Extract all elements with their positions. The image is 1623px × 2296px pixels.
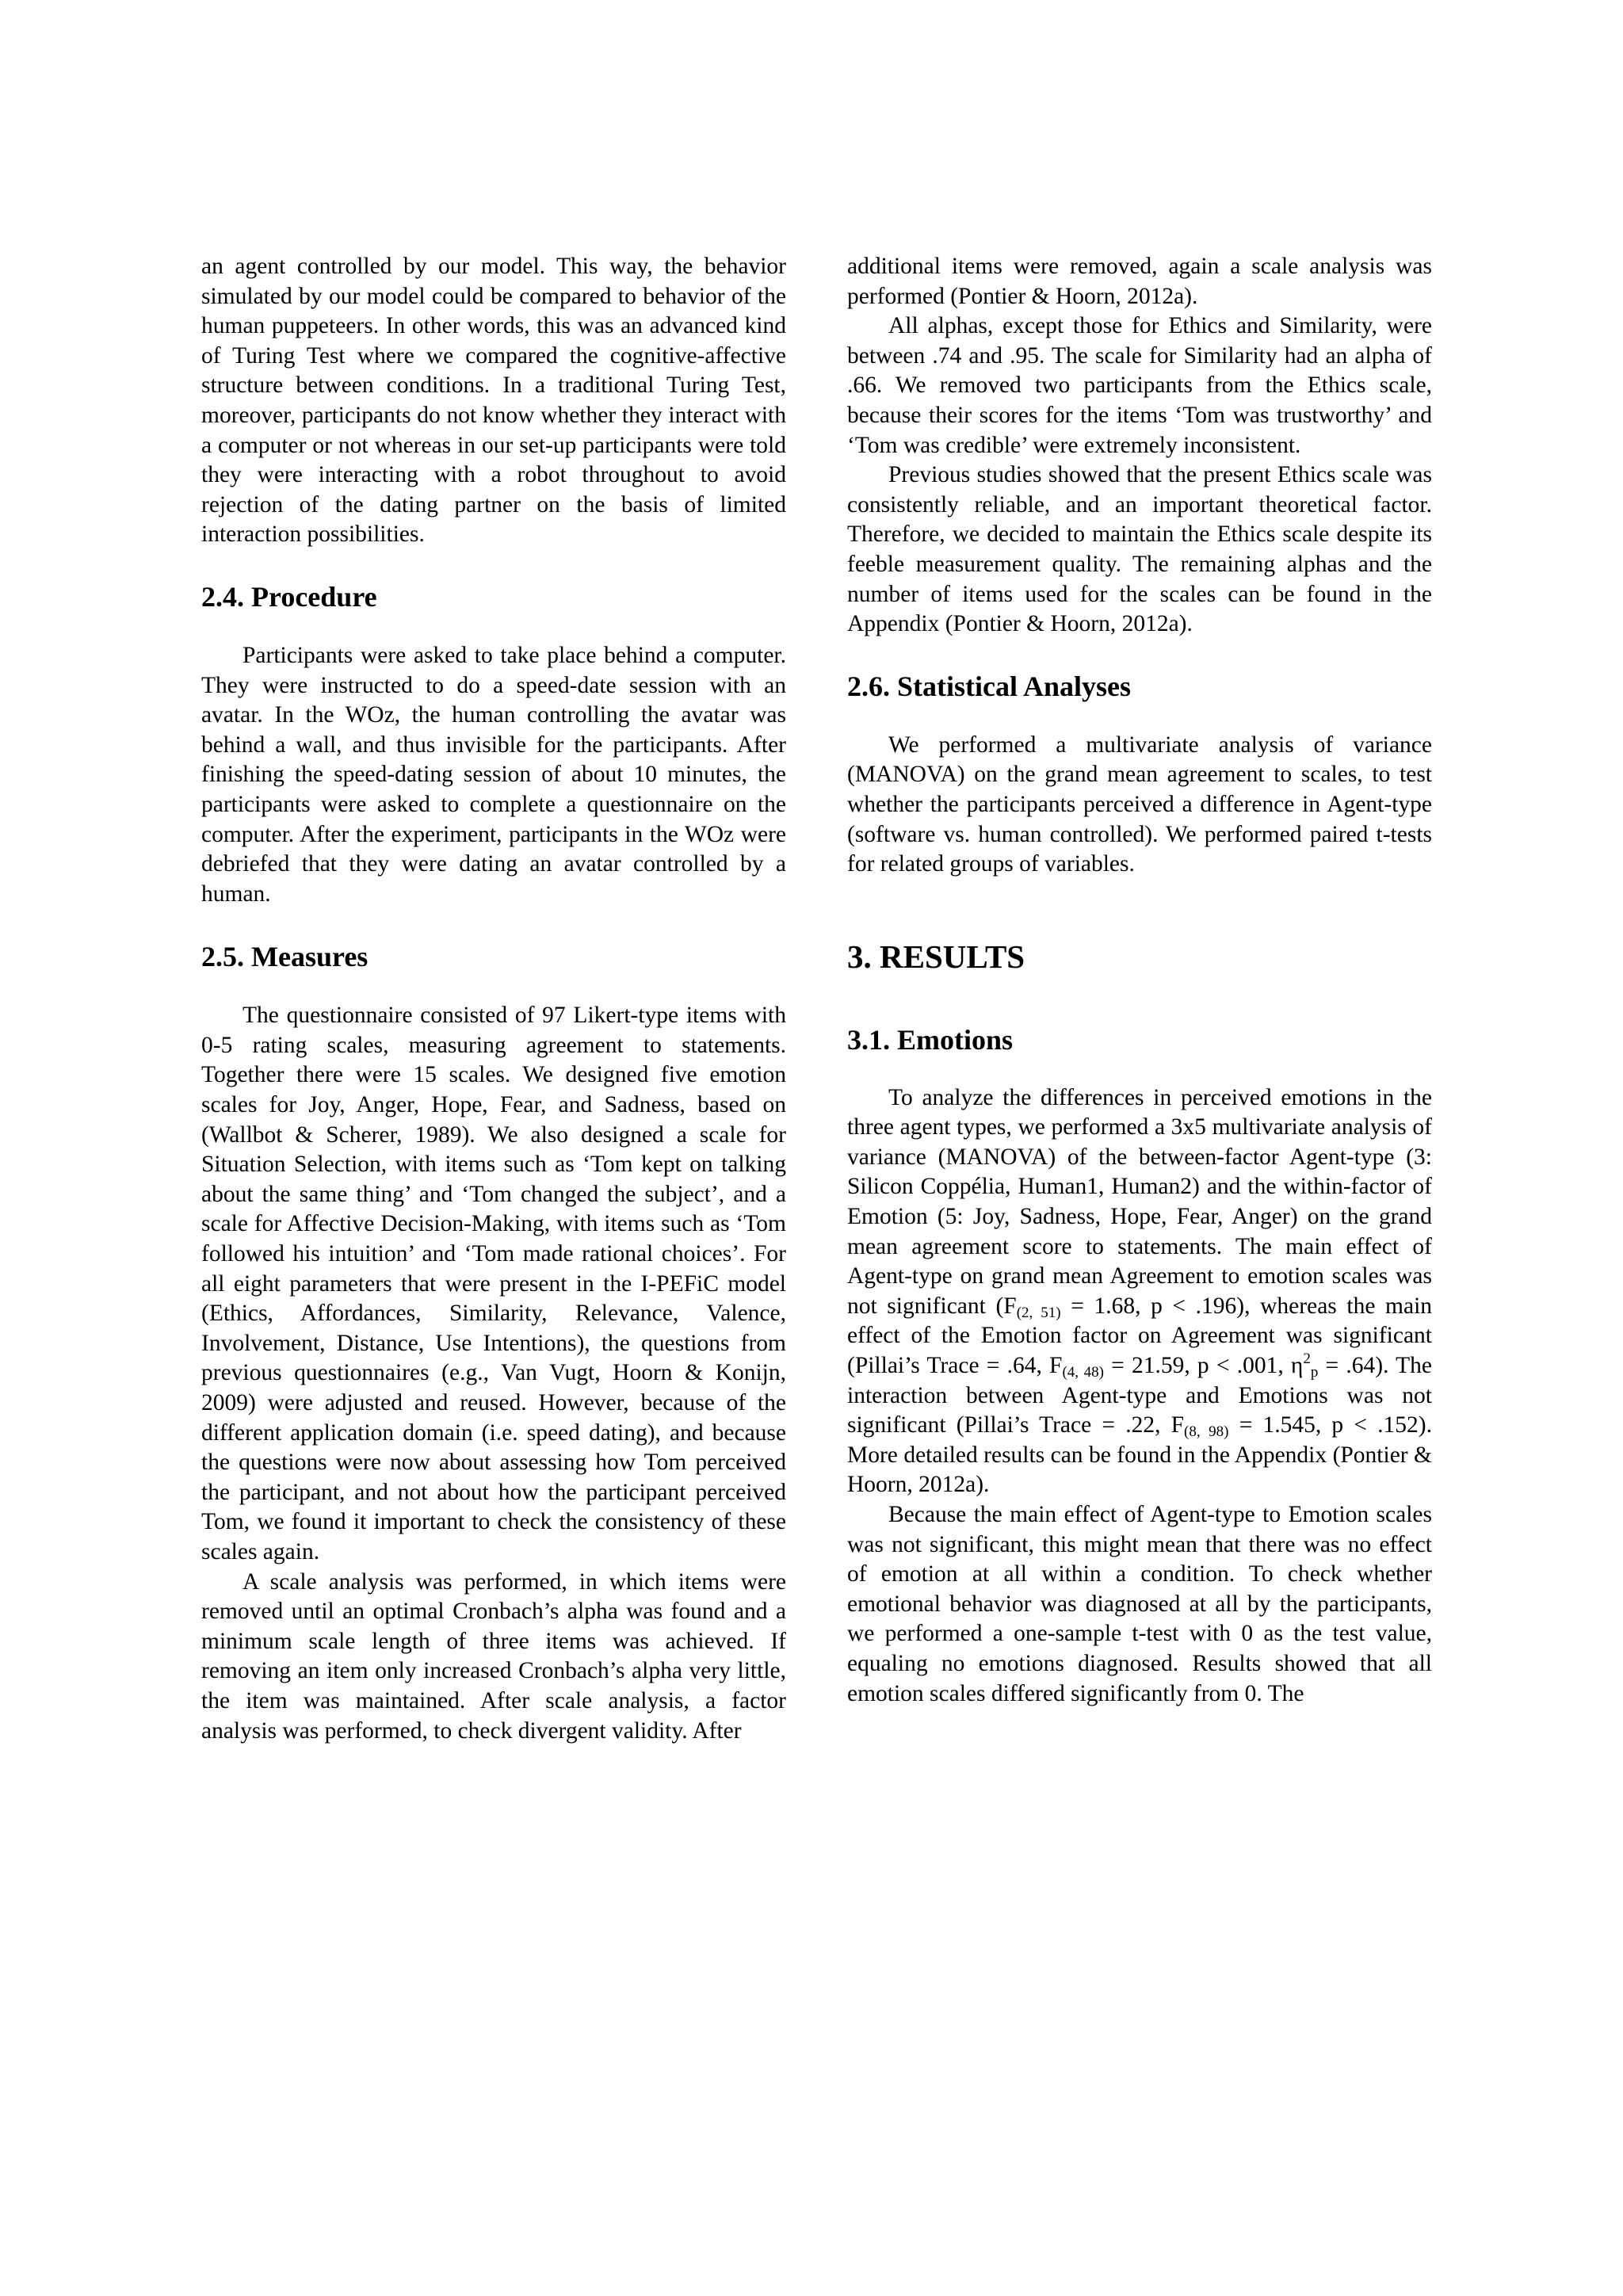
emotions-text-a: To analyze the differences in perceived emotions in the three agent types, we performed a 3x5 multivariate analysis of variance (MANOVA) of the between-factor Agent-type (3: Silicon Coppélia, Human1, Human2) and the within-factor of Emotion (5: Joy, Sadness, Hope, Fear, Anger) on the grand mean agreement score to statements. The main effect of Agent-type on grand mean Agreement to emotion scales was not significant (F: [847, 1084, 1432, 1319]
left-column: [201, 252, 786, 1746]
emotions-text-e: = 1.545, p < .152). More detailed results can be found in the Appendix (Pontier & Hoorn, 2012a).: [847, 1412, 1432, 1498]
paragraph-emotions: [847, 1083, 1432, 1500]
df-subscript-1: (2, 51): [1016, 1304, 1061, 1321]
paragraph-alphas: All alphas, except those for Ethics and Similarity, were between .74 and .95. The scale for Similarity had an alpha of .66. We removed two participants from the Ethics scale, because their scores for the items ‘Tom was trustworthy’ and ‘Tom was credible’ were extremely inconsistent.: [847, 313, 1432, 458]
paragraph-procedure: Participants were asked to take place behind a computer. They were instructed to do a speed-date session with an avatar. In the WOz, the human controlling the avatar was behind a wall, and thus invisible for the participants. After finishing the speed-dating session of about 10 minutes, the participants were asked to complete a questionnaire on the computer. After the experiment, participants in the WOz were debriefed that they were dating an avatar controlled by a human.: [201, 642, 786, 907]
paragraph-previous-studies: Previous studies showed that the present Ethics scale was consistently reliable, and an important theoretical factor. Therefore, we decided to maintain the Ethics scale despite its feeble measurement quality. The remaining alphas and the number of items used for the scales can be found in the Appendix (Pontier & Hoorn, 2012a).: [847, 462, 1432, 637]
paragraph-continued: additional items were removed, again a scale analysis was performed (Pontier & Hoorn, 2012a).: [847, 254, 1432, 309]
heading-results: 3. RESULTS: [847, 938, 1025, 975]
paragraph-because: Because the main effect of Agent-type to Emotion scales was not significant, this might mean that there was no effect of emotion at all within a condition. To check whether emotional behavior was diagnosed at all by the participants, we performed a one-sample t-test with 0 as the test value, equaling no emotions diagnosed. Results showed that all emotion scales differed significantly from 0. The: [847, 1502, 1432, 1706]
eta-subscript: p: [1310, 1364, 1319, 1381]
emotions-text-b: = 1.68, p < .196), whereas the main effect of the Emotion factor on Agreement was significant (Pillai’s Trace = .64, F: [847, 1293, 1433, 1379]
heading-procedure: 2.4. Procedure: [201, 580, 377, 613]
heading-emotions: 3.1. Emotions: [847, 1023, 1014, 1056]
df-subscript-2: (4, 48): [1062, 1364, 1104, 1381]
paragraph-intro: an agent controlled by our model. This way, the behavior simulated by our model could be compared to behavior of the human puppeteers. In other words, this was an advanced kind of Turing Test where we compared the cognitive-affective structure between conditions. In a traditional Turing Test, moreover, participants do not know whether they interact with a computer or not whereas in our set-up participants were told they were interacting with a robot throughout to avoid rejection of the dating partner on the basis of limited interaction possibilities.: [201, 254, 786, 548]
right-column: [847, 252, 1432, 1709]
heading-statistical-analyses: 2.6. Statistical Analyses: [847, 670, 1132, 702]
df-subscript-4: (8, 98): [1184, 1423, 1229, 1441]
heading-measures: 2.5. Measures: [201, 941, 369, 973]
emotions-text-d: = .64). The interaction between Agent-type and Emotions was not significant (Pillai’s Trace = .22, F: [847, 1353, 1433, 1438]
paragraph-measures-1: The questionnaire consisted of 97 Likert-type items with 0-5 rating scales, measuring agreement to statements. Together there were 15 scales. We designed five emotion scales for Joy, Anger, Hope, Fear, and Sadness, based on (Wallbot & Scherer, 1989). We also designed a scale for Situation Selection, with items such as ‘Tom kept on talking about the same thing’ and ‘Tom changed the subject’, and a scale for Affective Decision-Making, with items such as ‘Tom followed his intuition’ and ‘Tom made rational choices’. For all eight parameters that were present in the I-PEFiC model (Ethics, Affordances, Similarity, Relevance, Valence, Involvement, Distance, Use Intentions), the questions from previous questionnaires (e.g., Van Vugt, Hoorn & Konijn, 2009) were adjusted and reused. However, because of the different application domain (i.e. speed dating), and because the questions were now about assessing how Tom perceived the participant, and not about how the participant perceived Tom, we found it important to check the consistency of these scales again.: [201, 1003, 786, 1564]
paragraph-measures-2: A scale analysis was performed, in which items were removed until an optimal Cronbach’s alpha was found and a minimum scale length of three items was achieved. If removing an item only increased Cronbach’s alpha very little, the item was maintained. After scale analysis, a factor analysis was performed, to check divergent validity. After: [201, 1568, 786, 1744]
eta-superscript: 2: [1303, 1350, 1311, 1368]
emotions-text-c: = 21.59, p < .001, η: [1103, 1353, 1304, 1379]
paragraph-statistical-analyses: We performed a multivariate analysis of variance (MANOVA) on the grand mean agreement to scales, to test whether the participants perceived a difference in Agent-type (software vs. human controlled). We performed paired t-tests for related groups of variables.: [847, 732, 1432, 877]
